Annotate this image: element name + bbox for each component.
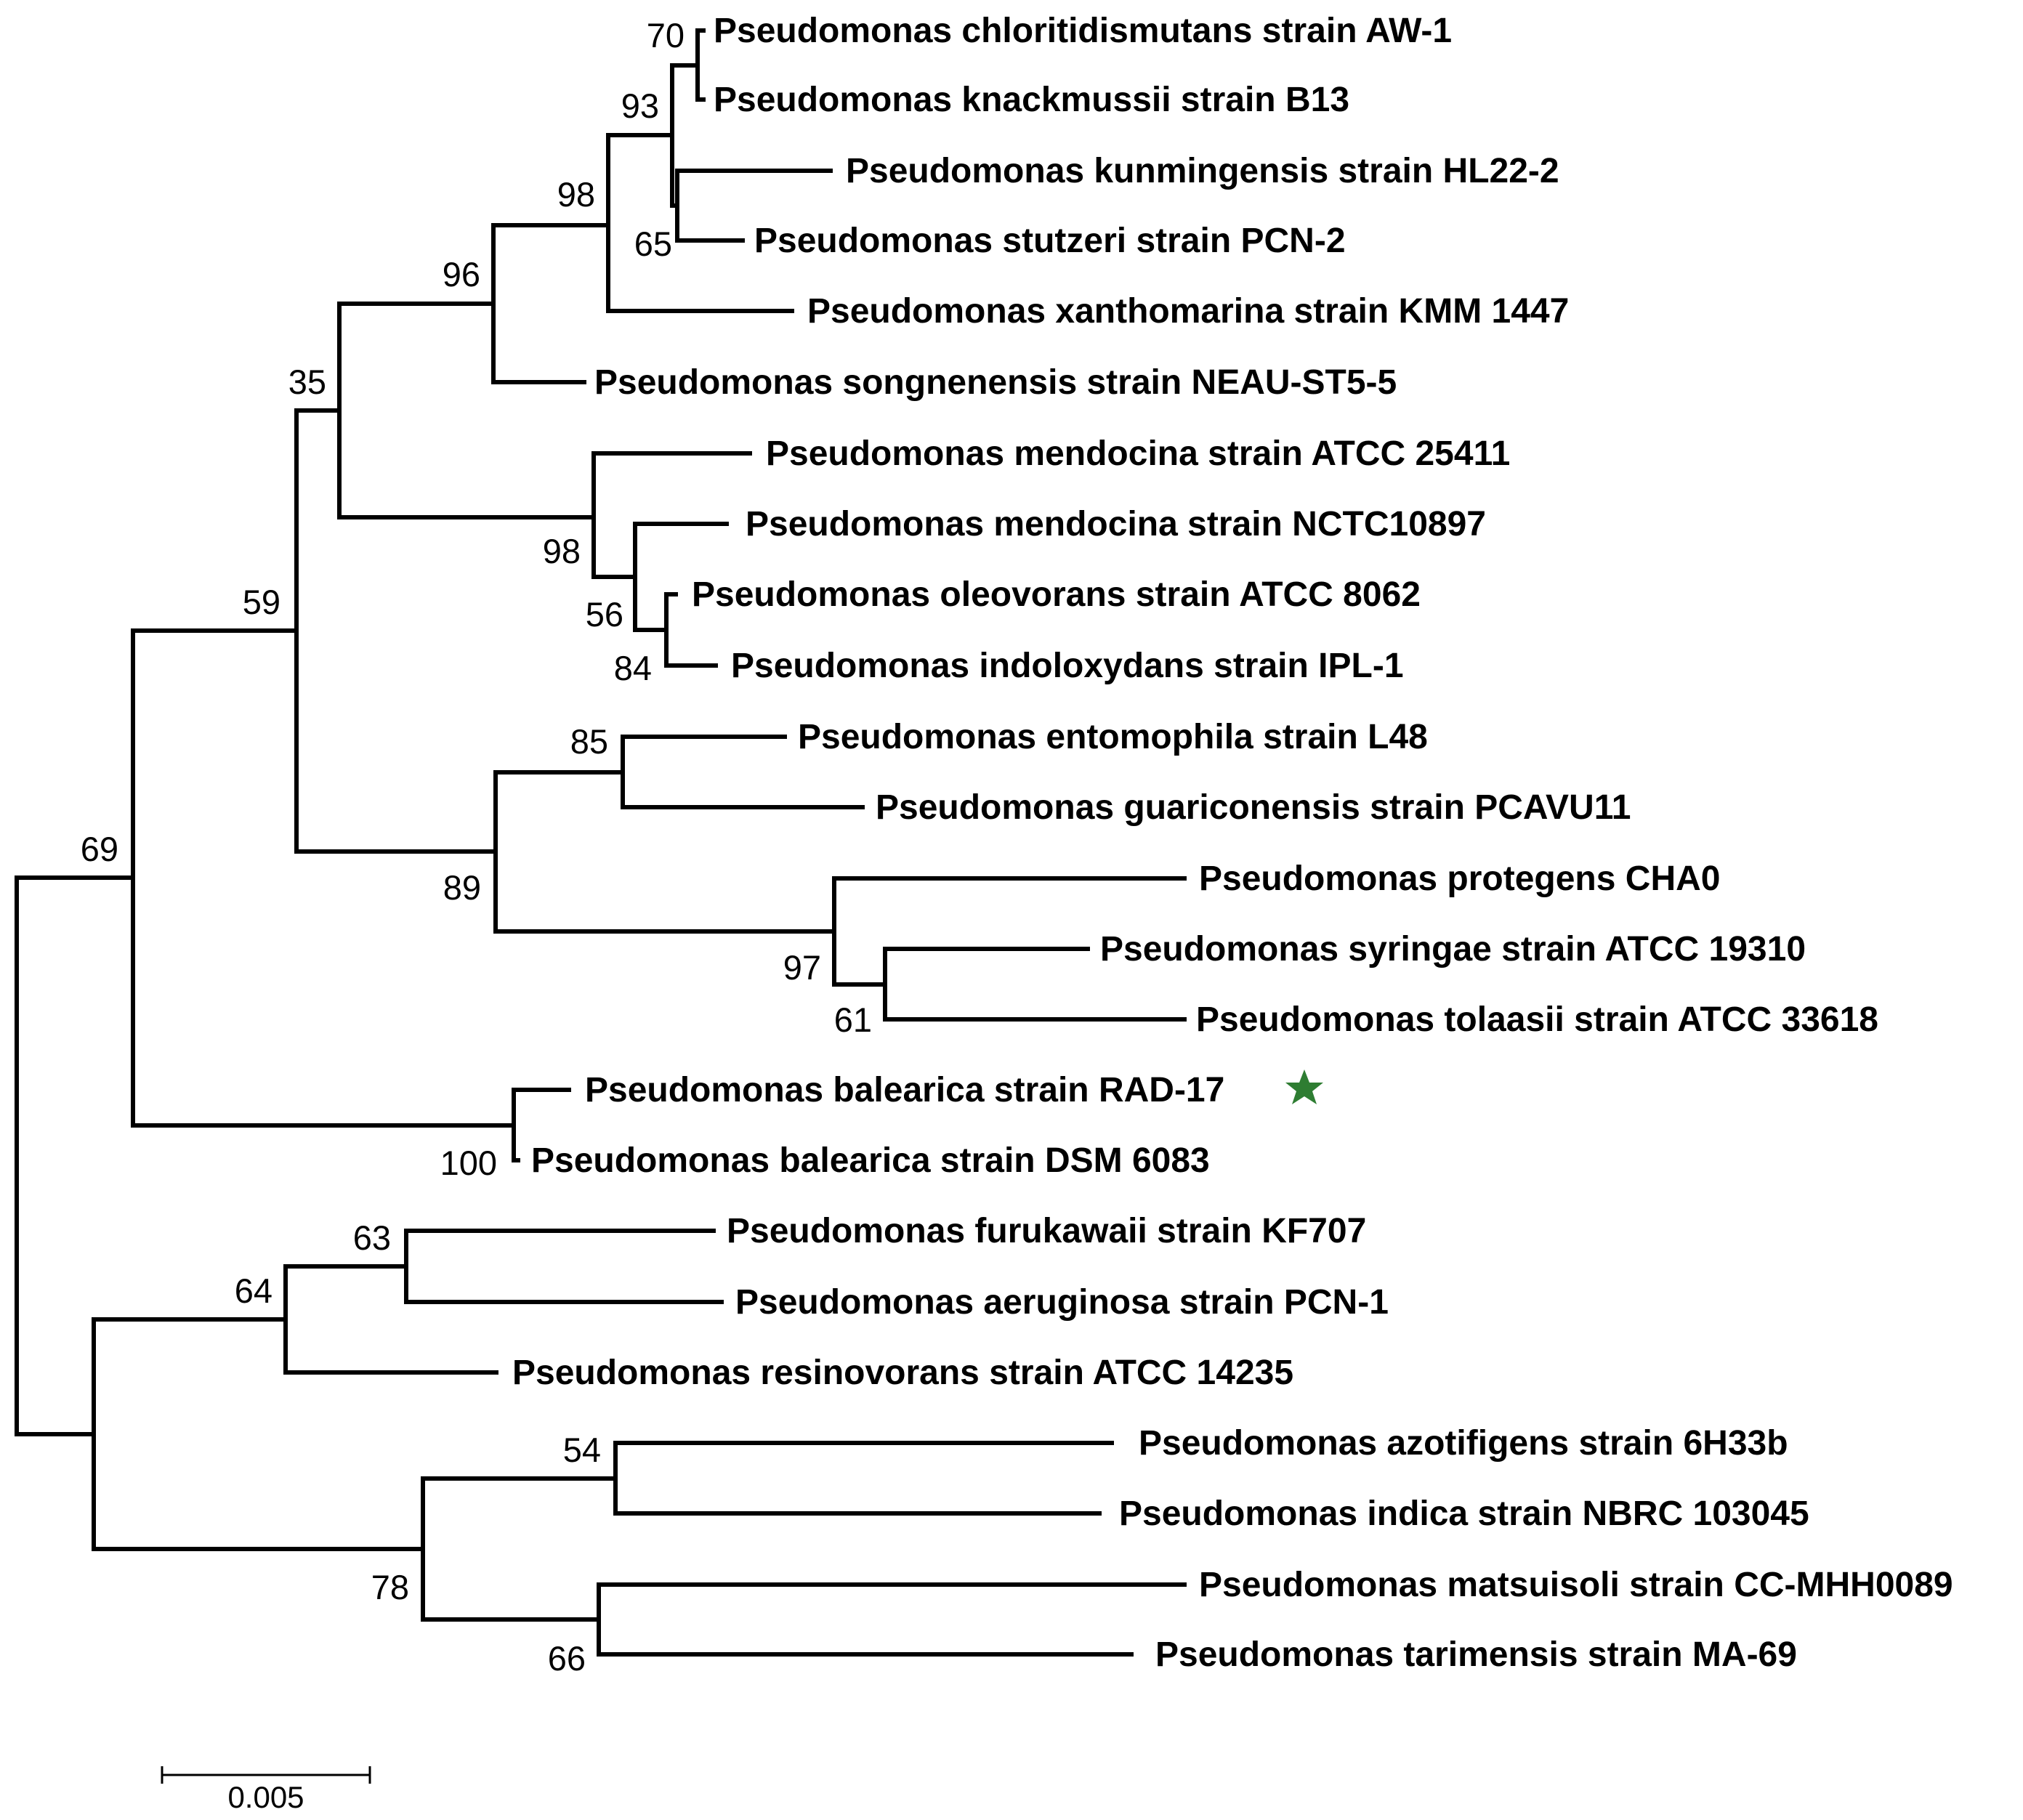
leaf-label: Pseudomonas guariconensis strain PCAVU11	[876, 788, 1631, 827]
leaf-label: Pseudomonas knackmussii strain B13	[714, 81, 1350, 119]
bootstrap-value: 54	[562, 1431, 601, 1469]
bootstrap-value: 78	[371, 1568, 409, 1606]
bootstrap-value: 70	[646, 16, 685, 54]
leaf-label: Pseudomonas balearica strain DSM 6083	[531, 1141, 1210, 1180]
bootstrap-value: 93	[621, 86, 659, 125]
bootstrap-value: 98	[557, 175, 595, 214]
leaf-label: Pseudomonas mendocina strain NCTC10897	[746, 505, 1486, 543]
bootstrap-value: 84	[613, 649, 652, 687]
leaf-label: Pseudomonas chloritidismutans strain AW-1	[714, 12, 1453, 50]
leaf-label: Pseudomonas oleovorans strain ATCC 8062	[692, 575, 1421, 614]
leaf-label: Pseudomonas resinovorans strain ATCC 14235	[512, 1354, 1294, 1392]
leaf-label: Pseudomonas protegens CHA0	[1199, 860, 1721, 898]
leaf-labels	[512, 12, 1953, 1674]
leaf-label-highlighted: Pseudomonas balearica strain RAD-17	[585, 1071, 1225, 1109]
leaf-label: Pseudomonas tarimensis strain MA-69	[1155, 1635, 1797, 1674]
bootstrap-value: 56	[585, 595, 623, 634]
leaf-label: Pseudomonas aeruginosa strain PCN-1	[735, 1283, 1389, 1322]
star-icon	[1285, 1069, 1323, 1104]
bootstrap-value: 66	[547, 1639, 586, 1678]
leaf-label: Pseudomonas entomophila strain L48	[798, 718, 1428, 756]
bootstrap-value: 64	[234, 1271, 272, 1310]
tree-branches	[17, 31, 1184, 1654]
leaf-label: Pseudomonas tolaasii strain ATCC 33618	[1196, 1000, 1878, 1039]
bootstrap-value: 96	[442, 255, 480, 294]
leaf-label: Pseudomonas xanthomarina strain KMM 1447	[807, 292, 1570, 331]
bootstrap-value: 59	[242, 583, 280, 621]
bootstrap-value: 100	[440, 1144, 497, 1182]
bootstrap-value: 97	[783, 948, 821, 987]
bootstrap-value: 69	[80, 830, 118, 868]
leaf-label: Pseudomonas stutzeri strain PCN-2	[754, 222, 1346, 260]
bootstrap-values	[81, 16, 872, 1678]
leaf-label: Pseudomonas mendocina strain ATCC 25411	[766, 434, 1511, 473]
leaf-label: Pseudomonas songnenensis strain NEAU-ST5-5	[594, 363, 1397, 402]
bootstrap-value: 61	[833, 1000, 872, 1039]
leaf-label: Pseudomonas indica strain NBRC 103045	[1119, 1495, 1809, 1533]
leaf-label: Pseudomonas furukawaii strain KF707	[727, 1212, 1367, 1250]
bootstrap-value: 63	[352, 1218, 391, 1257]
leaf-label: Pseudomonas azotifigens strain 6H33b	[1139, 1424, 1788, 1463]
leaf-label: Pseudomonas matsuisoli strain CC-MHH0089	[1199, 1566, 1953, 1604]
leaf-label: Pseudomonas indoloxydans strain IPL-1	[731, 647, 1404, 685]
bootstrap-value: 98	[542, 532, 581, 570]
bootstrap-value: 89	[443, 868, 481, 907]
leaf-label: Pseudomonas kunmingensis strain HL22-2	[846, 152, 1559, 190]
scale-bar-label: 0.005	[227, 1780, 304, 1814]
bootstrap-value: 85	[570, 722, 608, 761]
bootstrap-value: 65	[634, 225, 672, 263]
leaf-label: Pseudomonas syringae strain ATCC 19310	[1100, 930, 1806, 968]
scale-bar	[162, 1766, 370, 1814]
bootstrap-value: 35	[288, 363, 326, 401]
